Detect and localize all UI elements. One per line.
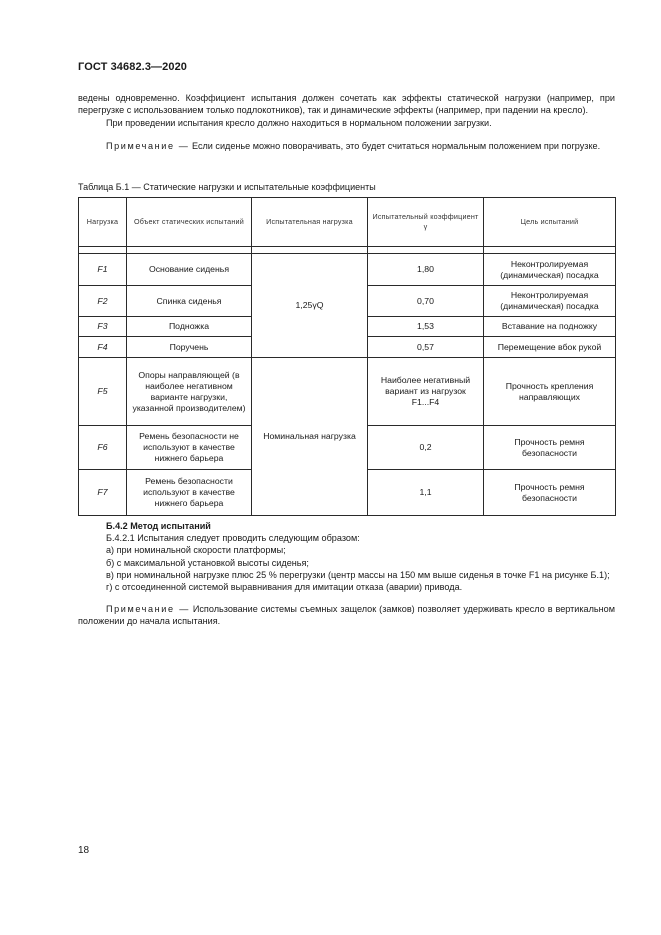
- test-coefficient: 0,57: [368, 337, 484, 358]
- method-item-a: а) при номинальной скорости платформы;: [106, 545, 286, 556]
- test-load-group-2: Номинальная нагрузка: [252, 358, 368, 516]
- method-note: [78, 603, 615, 627]
- test-load-group-1: 1,25γQ: [252, 254, 368, 358]
- table-caption: Таблица Б.1 — Статические нагрузки и испытательные коэффициенты: [78, 182, 376, 192]
- header-purpose: Цель испытаний: [484, 198, 616, 247]
- test-coefficient: 1,53: [368, 317, 484, 337]
- load-id: F2: [79, 286, 127, 317]
- note-label: Примечание —: [106, 604, 190, 615]
- header-test-load: Испытательная нагрузка: [252, 198, 368, 247]
- test-coefficient: 1,80: [368, 254, 484, 286]
- test-purpose: Неконтролируемая (динамическая) посадка: [484, 286, 616, 317]
- page-number: 18: [78, 845, 90, 856]
- table-header-row: [79, 198, 616, 247]
- load-id: F4: [79, 337, 127, 358]
- test-object: Спинка сиденья: [127, 286, 252, 317]
- intro-note: [78, 140, 615, 152]
- test-coefficient: 0,2: [368, 426, 484, 470]
- method-item-c: в) при номинальной нагрузке плюс 25 % перегрузки (центр массы на 150 мм выше сиденья в точке F1 на рисунке Б.1);: [106, 569, 610, 580]
- test-object: Ремень безопасности используют в качестве нижнего барьера: [127, 470, 252, 516]
- test-coefficient: 1,1: [368, 470, 484, 516]
- method-item-d: г) с отсоединенной системой выравнивания для имитации отказа (аварии) привода.: [106, 582, 463, 593]
- load-id: F5: [79, 358, 127, 426]
- test-object: Поручень: [127, 337, 252, 358]
- test-coefficient: Наиболее негативный вариант из нагрузок F1...F4: [368, 358, 484, 426]
- test-purpose: Прочность крепления направляющих: [484, 358, 616, 426]
- header-object: Объект статических испытаний: [127, 198, 252, 247]
- test-purpose: Прочность ремня безопасности: [484, 426, 616, 470]
- header-coefficient: Испытательный коэффициент γ: [368, 198, 484, 247]
- table-row: [79, 254, 616, 286]
- method-heading: Б.4.2 Метод испытаний: [106, 521, 211, 531]
- test-purpose: Неконтролируемая (динамическая) посадка: [484, 254, 616, 286]
- test-coefficient: 0,70: [368, 286, 484, 317]
- header-load: Нагрузка: [79, 198, 127, 247]
- test-object: Основание сиденья: [127, 254, 252, 286]
- intro-section: [78, 92, 615, 152]
- note-label: Примечание —: [106, 140, 190, 151]
- test-purpose: Перемещение вбок рукой: [484, 337, 616, 358]
- static-loads-table: [78, 197, 616, 516]
- intro-paragraph-1: ведены одновременно. Коэффициент испытания должен сочетать как эффекты статической нагрузки (например, при перегрузке с использованием только подлокотников), так и динамические эффекты (например, при падении на кресло).: [78, 93, 615, 116]
- note-text: Использование системы съемных защелок (замков) позволяет удерживать кресло в вертикальном положении до начала испытания.: [78, 604, 615, 627]
- method-intro: Б.4.2.1 Испытания следует проводить следующим образом:: [106, 533, 360, 544]
- method-section: [78, 520, 615, 628]
- load-id: F7: [79, 470, 127, 516]
- document-header: ГОСТ 34682.3—2020: [78, 61, 188, 73]
- test-object: Подножка: [127, 317, 252, 337]
- note-text: Если сиденье можно поворачивать, это будет считаться нормальным положением при погрузке.: [189, 140, 601, 151]
- test-purpose: Прочность ремня безопасности: [484, 470, 616, 516]
- method-item-b: б) с максимальной установкой высоты сиденья;: [106, 557, 309, 568]
- test-purpose: Вставание на подножку: [484, 317, 616, 337]
- load-id: F1: [79, 254, 127, 286]
- intro-paragraph-2: При проведении испытания кресло должно находиться в нормальном положении загрузки.: [106, 118, 492, 129]
- load-id: F6: [79, 426, 127, 470]
- load-id: F3: [79, 317, 127, 337]
- test-object: Опоры направляющей (в наиболее негативном варианте нагрузки, указанной производителем): [127, 358, 252, 426]
- test-object: Ремень безопасности не используют в качестве нижнего барьера: [127, 426, 252, 470]
- table-gap-row: [79, 247, 616, 254]
- table-row: [79, 358, 616, 426]
